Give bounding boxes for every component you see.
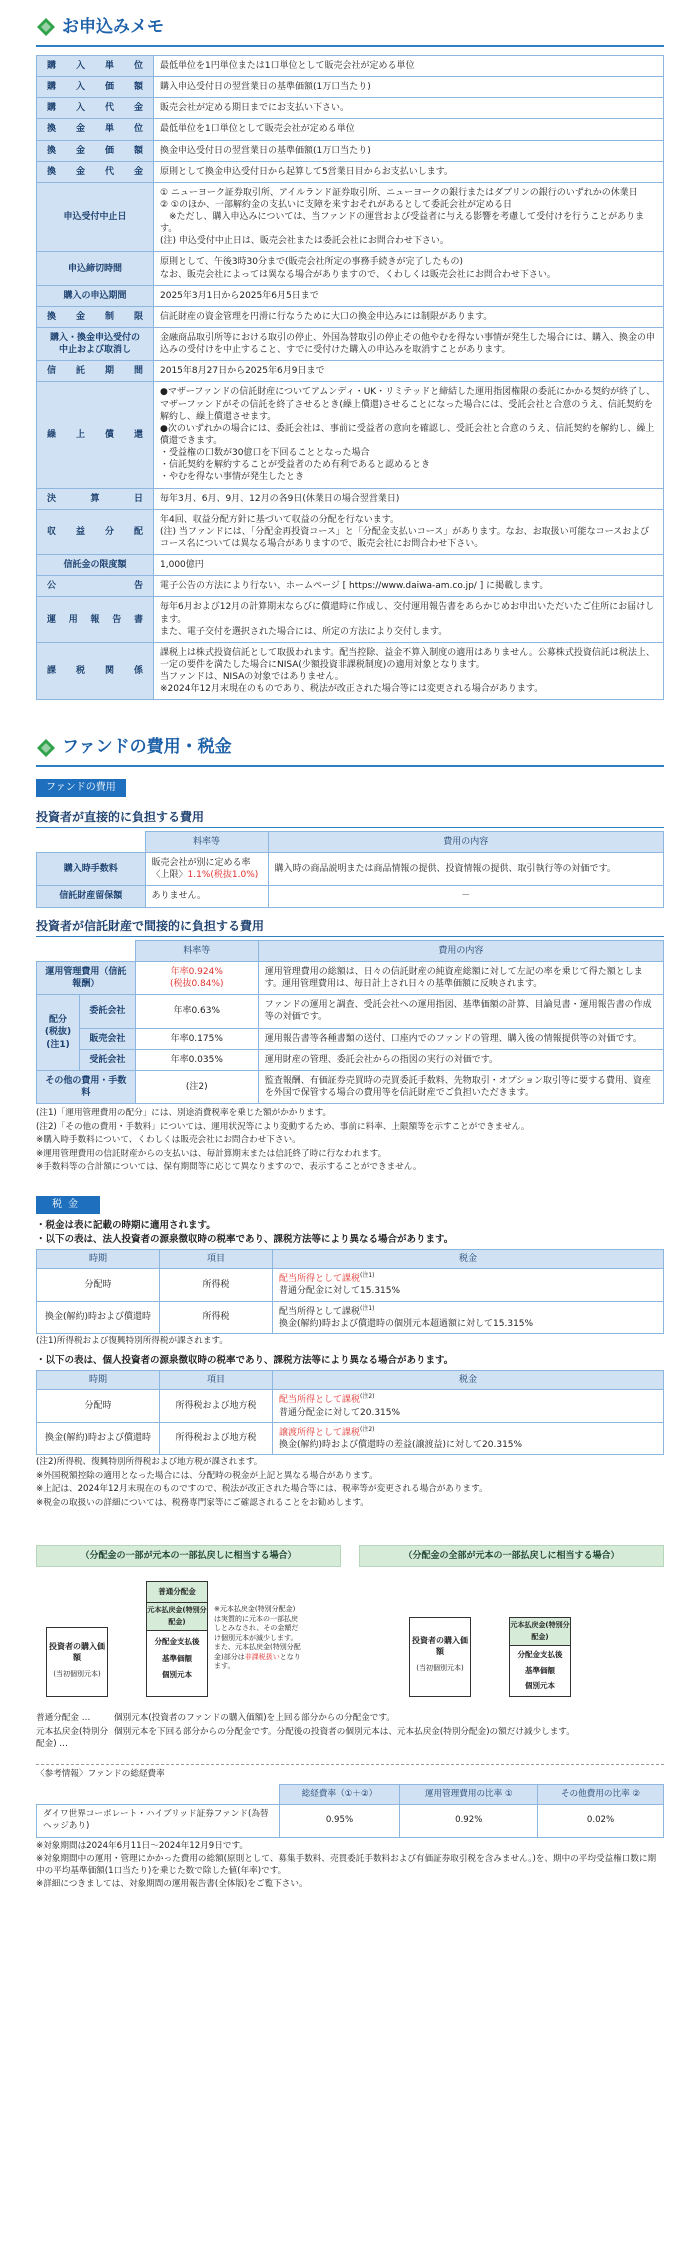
table-row — [37, 886, 664, 907]
memo-value: 購入申込受付日の翌営業日の基準価額(1万口当たり) — [154, 77, 664, 98]
col-rate: 料率等 — [145, 832, 268, 853]
col-total: 総経費率（①＋②） — [279, 1784, 400, 1805]
alloc-rate: 年率0.175% — [135, 1028, 258, 1049]
base-label: 基準価額 — [525, 1665, 555, 1675]
memo-row — [37, 328, 664, 361]
memo-value: ●マザーファンドの信託財産についてアムンディ・UK・リミテッドと締結した運用指図権限の委託にかかる契約が終了し、マザーファンドがその信託を終了させるとき(繰上償還)させることになった場合には、受託会社と合意のうえ、信託契約を解約し、繰上償還させます。 ●次のいずれかの場合には、委託会社は、事前に受益者の意向を確認し、受託会社と合意のうえ、信託契約を解約し、繰上償還できます。 ・受益権の口数が30億口を下回ることとなった場合 ・信託契約を解約することが受益者のため有利であると認めるとき ・やむを得ない事情が発生したとき — [154, 382, 664, 488]
tax-rate: 普通分配金に対して15.315% — [279, 1286, 401, 1297]
memo-key: 換金代金 — [37, 161, 154, 182]
col-time: 時期 — [37, 1371, 160, 1390]
memo-value: 原則として換金申込受付日から起算して5営業日目からお支払いします。 — [154, 161, 664, 182]
tax-tag: 税金 — [36, 1196, 100, 1214]
memo-key: 繰上償還 — [37, 382, 154, 488]
after-label: 分配金支払後 — [517, 1650, 563, 1660]
memo-key: 課税関係 — [37, 642, 154, 700]
cell-item: 所得税および地方税 — [160, 1390, 273, 1422]
base-label: 基準価額 — [162, 1653, 192, 1663]
cell-time: 分配時 — [37, 1269, 160, 1301]
other-rate: (注2) — [135, 1070, 258, 1103]
table-row — [37, 1049, 664, 1070]
cell-time: 分配時 — [37, 1390, 160, 1422]
alloc-who: 販売会社 — [80, 1028, 136, 1049]
alloc-who: 受託会社 — [80, 1049, 136, 1070]
fee-notes — [36, 1108, 664, 1174]
refund-note — [214, 1605, 302, 1671]
note-ref: (注1) — [360, 1304, 375, 1312]
tax-note-1: (注1)所得税および復興特別所得税が課されます。 — [36, 1335, 228, 1346]
refund-note-text: ※元本払戻金(特別分配金)は実質的に元本の一部払戻しとみなされ、その金額だけ個別元本が減少します。また、元本払戻金(特別分配金)部分は — [214, 1605, 301, 1661]
memo-value: 最低単位を1円単位または1口単位として販売会社が定める単位 — [154, 55, 664, 76]
alloc-content: 運用報告書等各種書類の送付、口座内でのファンドの管理、購入後の情報提供等の対価です。 — [258, 1028, 663, 1049]
fees-header — [36, 726, 664, 767]
mgmt-key: 運用管理費用（信託報酬） — [37, 961, 136, 994]
memo-key: 申込受付中止日 — [37, 182, 154, 252]
memo-row — [37, 55, 664, 76]
col-content: 費用の内容 — [268, 832, 664, 853]
note-ref: (注2) — [360, 1425, 375, 1433]
memo-row — [37, 161, 664, 182]
dist-left-title: （分配金の一部が元本の一部払戻しに相当する場合） — [36, 1545, 341, 1567]
note-ref: (注1) — [360, 1272, 375, 1280]
col-tax: 税金 — [273, 1250, 664, 1269]
memo-value: 課税上は株式投資信託として取扱われます。配当控除、益金不算入制度の適用はありません。公募株式投資信託は税法上、一定の要件を満たした場合にNISA(少額投資非課税制度)の適用対象となります。 当ファンドは、NISAの対象ではありません。 ※2024年12月末現在のものであり、税法が改正された場合等には変更される場合があります。 — [154, 642, 664, 700]
note-line: ※手数料等の合計額については、保有期間等に応じて異なりますので、表示することができません。 — [36, 1162, 422, 1173]
direct-fee-table — [36, 831, 664, 908]
investor-price-box — [409, 1617, 471, 1697]
refund-note-red: 非課税扱い — [244, 1652, 280, 1661]
table-row — [37, 1805, 664, 1837]
row-content: 購入時の商品説明または商品情報の提供、投資情報の提供、取引執行等の対価です。 — [268, 853, 664, 886]
memo-key: 換金制限 — [37, 306, 154, 327]
table-row — [37, 1028, 664, 1049]
note-line: (注1)「運用管理費用の配分」には、別途消費税率を乗じた額がかかります。 — [36, 1108, 332, 1119]
table-row — [37, 961, 664, 994]
memo-row — [37, 140, 664, 161]
other-key: その他の費用・手数料 — [37, 1070, 136, 1103]
memo-key: 公告 — [37, 576, 154, 597]
investor-price-label: 投資者の購入価額 — [412, 1636, 468, 1657]
diamond-icon — [36, 17, 56, 37]
indirect-fee-table — [36, 940, 664, 1104]
legend-value: 個別元本(投資者のファンドの購入価額)を上回る部分からの分配金です。 — [114, 1713, 395, 1724]
investor-price-label: 投資者の購入価額 — [49, 1642, 105, 1663]
memo-key: 信託金の限度額 — [37, 555, 154, 576]
table-row — [37, 853, 664, 886]
rate-red: 1.1%(税抜1.0%) — [187, 870, 259, 881]
memo-key: 購入代金 — [37, 98, 154, 119]
alloc-rate: 年率0.035% — [135, 1049, 258, 1070]
row-key: 購入時手数料 — [37, 853, 146, 886]
memo-header — [36, 6, 664, 47]
memo-row — [37, 597, 664, 642]
cell-item: 所得税 — [160, 1301, 273, 1333]
note-line: ※税金の取扱いの詳細については、税務専門家等にご確認されることをお勧めします。 — [36, 1497, 369, 1508]
tax-rate: 換金(解約)時および償還時の差益(譲渡益)に対して20.315% — [279, 1439, 523, 1450]
memo-row — [37, 642, 664, 700]
memo-key: 購入の申込期間 — [37, 285, 154, 306]
alloc-rate: 年率0.63% — [135, 995, 258, 1028]
col-item: 項目 — [160, 1371, 273, 1390]
distribution-diagrams — [36, 1545, 664, 1707]
note-line: ※上記は、2024年12月末現在のものですので、税法が改正された場合等には、税率等が変更される場合があります。 — [36, 1484, 488, 1495]
cell-time: 換金(解約)時および償還時 — [37, 1422, 160, 1454]
memo-key: 換金単位 — [37, 119, 154, 140]
after-label: 分配金支払後 — [154, 1637, 200, 1647]
mgmt-rate: 年率0.924% — [170, 966, 223, 977]
memo-key: 換金価額 — [37, 140, 154, 161]
mgmt-rate-ex: (税抜0.84%) — [169, 979, 224, 990]
note-line: (注2)所得税、復興特別所得税および地方税が課されます。 — [36, 1456, 263, 1467]
col-tax: 税金 — [273, 1371, 664, 1390]
direct-heading: 投資者が直接的に負担する費用 — [36, 809, 664, 828]
memo-row — [37, 306, 664, 327]
ref-table — [36, 1784, 664, 1838]
other-ratio: 0.02% — [538, 1805, 664, 1837]
diamond-icon — [36, 738, 56, 758]
mgmt-ratio: 0.92% — [400, 1805, 538, 1837]
indiv-label: 個別元本 — [162, 1669, 192, 1679]
tax-notes — [36, 1457, 664, 1509]
tax-type: 配当所得として課税 — [279, 1274, 361, 1285]
memo-value: 電子公告の方法により行ない、ホームページ [ https://www.daiwa-am.co.jp/ ] に掲載します。 — [154, 576, 664, 597]
tax-type: 配当所得として課税 — [279, 1306, 361, 1317]
cell-item: 所得税 — [160, 1269, 273, 1301]
table-row — [37, 1301, 664, 1333]
memo-value: 2015年8月27日から2025年6月9日まで — [154, 361, 664, 382]
note-line: ※外国税額控除の適用となった場合には、分配時の税金が上記と異なる場合があります。 — [36, 1470, 378, 1481]
dist-left — [36, 1545, 341, 1707]
dist-right — [359, 1545, 664, 1707]
note-line: (注2)「その他の費用・手数料」については、運用状況等により変動するため、事前に料率、上限額等を示すことができません。 — [36, 1121, 530, 1132]
col-item: 項目 — [160, 1250, 273, 1269]
col-time: 時期 — [37, 1250, 160, 1269]
note-line: ※対象期間は2024年6月11日～2024年12月9日です。 — [36, 1840, 248, 1851]
memo-value: 原則として、午後3時30分まで(販売会社所定の事務手続きが完了したもの) なお、販売会社によっては異なる場合がありますので、くわしくは販売会社にお問合わせ下さい。 — [154, 252, 664, 285]
memo-key: 購入・換金申込受付の中止および取消し — [37, 328, 154, 361]
refund-block: 元本払戻金(特別分配金) — [510, 1618, 570, 1646]
memo-value: 販売会社が定める期日までにお支払い下さい。 — [154, 98, 664, 119]
row-key: 信託財産留保額 — [37, 886, 146, 907]
alloc-content: ファンドの運用と調査、受託会社への運用指図、基準価額の計算、目論見書・運用報告書の作成等の対価です。 — [258, 995, 663, 1028]
memo-value: 毎年6月および12月の計算期末ならびに償還時に作成し、交付運用報告書をあらかじめお申出いただいたご住所にお届けします。 また、電子交付を選択された場合には、所定の方法により交付します。 — [154, 597, 664, 642]
refund-block: 元本払戻金(特別分配金) — [147, 1603, 207, 1631]
legend-value: 個別元本を下回る部分からの分配金です。分配後の投資者の個別元本は、元本払戻金(特別分配金)の額だけ減少します。 — [114, 1727, 575, 1738]
dist-right-title: （分配金の全部が元本の一部払戻しに相当する場合） — [359, 1545, 664, 1567]
indiv-label: 個別元本 — [525, 1680, 555, 1690]
tax-rate: 普通分配金に対して20.315% — [279, 1407, 401, 1418]
note-line: ※購入時手数料について、くわしくは販売会社にお問合わせ下さい。 — [36, 1135, 301, 1146]
table-row — [37, 1422, 664, 1454]
table-row — [37, 1390, 664, 1422]
memo-key: 運用報告書 — [37, 597, 154, 642]
col-mgmt: 運用管理費用の比率 ① — [400, 1784, 538, 1805]
indirect-heading: 投資者が信託財産で間接的に負担する費用 — [36, 918, 664, 937]
memo-row — [37, 361, 664, 382]
dist-legend — [36, 1713, 664, 1750]
tax-bullet-1: ・税金は表に記載の時期に適用されます。 — [36, 1219, 216, 1231]
memo-row — [37, 576, 664, 597]
memo-key: 決算日 — [37, 488, 154, 509]
fee-tag: ファンドの費用 — [36, 779, 126, 797]
mgmt-content: 運用管理費用の総額は、日々の信託財産の純資産総額に対して左記の率を乗じて得た額とします。運用管理費用は、毎日計上され日々の基準価額に反映されます。 — [258, 961, 663, 994]
memo-value: 最低単位を1口単位として販売会社が定める単位 — [154, 119, 664, 140]
ref-title: 〈参考情報〉ファンドの総経費率 — [36, 1769, 165, 1780]
memo-row — [37, 252, 664, 285]
memo-key: 購入価額 — [37, 77, 154, 98]
total-ratio: 0.95% — [279, 1805, 400, 1837]
memo-value: 1,000億円 — [154, 555, 664, 576]
fees-title: ファンドの費用・税金 — [62, 737, 232, 758]
memo-title: お申込みメモ — [62, 17, 164, 37]
memo-row — [37, 77, 664, 98]
memo-value: 金融商品取引所等における取引の停止、外国為替取引の停止その他やむを得ない事情が発生した場合には、購入、換金の申込みの受付けを中止すること、すでに受付けた購入の申込みを取消すことがあります。 — [154, 328, 664, 361]
ref-section — [36, 1764, 664, 1891]
memo-key: 申込締切時間 — [37, 252, 154, 285]
memo-value: 信託財産の資金管理を円滑に行なうために大口の換金申込みには制限があります。 — [154, 306, 664, 327]
investor-price-box — [46, 1627, 108, 1697]
note-ref: (注2) — [360, 1393, 375, 1401]
memo-value: ① ニューヨーク証券取引所、アイルランド証券取引所、ニューヨークの銀行またはダブリンの銀行のいずれかの休業日 ② ①のほか、一部解約金の支払いに支障を来すおそれがあるとして委託会社が定める日 ※ただし、購入申込みについては、当ファンドの運営および受益者に与える影響を考慮して受付けを行うことがあります。 (注) 申込受付中止日は、販売会社または委託会社にお問合わせ下さい。 — [154, 182, 664, 252]
fund-name: ダイワ世界コーポレート・ハイブリッド証券ファンド(為替ヘッジあり) — [37, 1805, 280, 1837]
table-row — [37, 995, 664, 1028]
alloc-key: 配分(税抜)(注1) — [37, 995, 80, 1071]
memo-row — [37, 382, 664, 488]
memo-value: 換金申込受付日の翌営業日の基準価額(1万口当たり) — [154, 140, 664, 161]
cell-item: 所得税および地方税 — [160, 1422, 273, 1454]
refund-note-end: となります。 — [214, 1652, 301, 1671]
tax-type: 譲渡所得として課税 — [279, 1427, 361, 1438]
memo-key: 収益分配 — [37, 509, 154, 554]
legend-key: 元本払戻金(特別分配金) … — [36, 1727, 109, 1749]
tax-type: 配当所得として課税 — [279, 1395, 361, 1406]
investor-price-sub: (当初個別元本) — [416, 1664, 464, 1673]
rate-text: ありません。 — [145, 886, 268, 907]
memo-key: 信託期間 — [37, 361, 154, 382]
row-content: － — [268, 886, 664, 907]
rate-text: 販売会社が別に定める率〈上限〉 — [151, 858, 251, 881]
memo-value: 年4回、収益分配方針に基づいて収益の分配を行ないます。 (注) 当ファンドには、「分配金再投資コース」と「分配金支払いコース」があります。なお、お取扱い可能なコースおよびコース名については異なる場合がありますので、販売会社にお問合わせ下さい。 — [154, 509, 664, 554]
after-column — [146, 1581, 208, 1697]
note-line: ※詳細につきましては、対象期間の運用報告書(全体版)をご覧下さい。 — [36, 1879, 308, 1890]
normal-dist-block: 普通分配金 — [147, 1582, 207, 1603]
tax-rate: 換金(解約)時および償還時の個別元本超過額に対して15.315% — [279, 1318, 534, 1329]
memo-value: 2025年3月1日から2025年6月5日まで — [154, 285, 664, 306]
memo-row — [37, 285, 664, 306]
note-line: ※対象期間中の運用・管理にかかった費用の総額(原則として、募集手数料、売買委託手数料および有価証券取引税を含みません。)を、期中の平均受益権口数に期中の平均基準価額(1口当たり)を乗じた数で除した値(年率)です。 — [36, 1854, 657, 1876]
legend-key: 普通分配金 … — [36, 1713, 91, 1724]
memo-row — [37, 98, 664, 119]
col-content: 費用の内容 — [258, 940, 663, 961]
memo-row — [37, 119, 664, 140]
memo-key: 購入単位 — [37, 55, 154, 76]
investor-price-sub: (当初個別元本) — [53, 1670, 101, 1679]
table-row — [37, 1269, 664, 1301]
memo-row — [37, 555, 664, 576]
other-content: 監査報酬、有価証券売買時の売買委託手数料、先物取引・オプション取引等に要する費用、資産を外国で保管する場合の費用等を信託財産でご負担いただきます。 — [258, 1070, 663, 1103]
indiv-tax-table — [36, 1370, 664, 1455]
memo-table — [36, 55, 664, 700]
table-row — [37, 1070, 664, 1103]
col-other: その他費用の比率 ② — [538, 1784, 664, 1805]
memo-row — [37, 488, 664, 509]
corp-tax-table — [36, 1249, 664, 1334]
ref-notes — [36, 1841, 664, 1891]
after-column — [509, 1617, 571, 1697]
memo-row — [37, 509, 664, 554]
memo-value: 毎年3月、6月、9月、12月の各9日(休業日の場合翌営業日) — [154, 488, 664, 509]
alloc-content: 運用財産の管理、委託会社からの指図の実行の対価です。 — [258, 1049, 663, 1070]
memo-row — [37, 182, 664, 252]
tax-bullet-3: ・以下の表は、個人投資者の源泉徴収時の税率であり、課税方法等により異なる場合があります。 — [36, 1355, 454, 1367]
alloc-who: 委託会社 — [80, 995, 136, 1028]
cell-time: 換金(解約)時および償還時 — [37, 1301, 160, 1333]
tax-bullet-2: ・以下の表は、法人投資者の源泉徴収時の税率であり、課税方法等により異なる場合があります。 — [36, 1234, 454, 1246]
col-rate: 料率等 — [135, 940, 258, 961]
note-line: ※運用管理費用の信託財産からの支払いは、毎計算期末または信託終了時に行なわれます。 — [36, 1148, 387, 1159]
